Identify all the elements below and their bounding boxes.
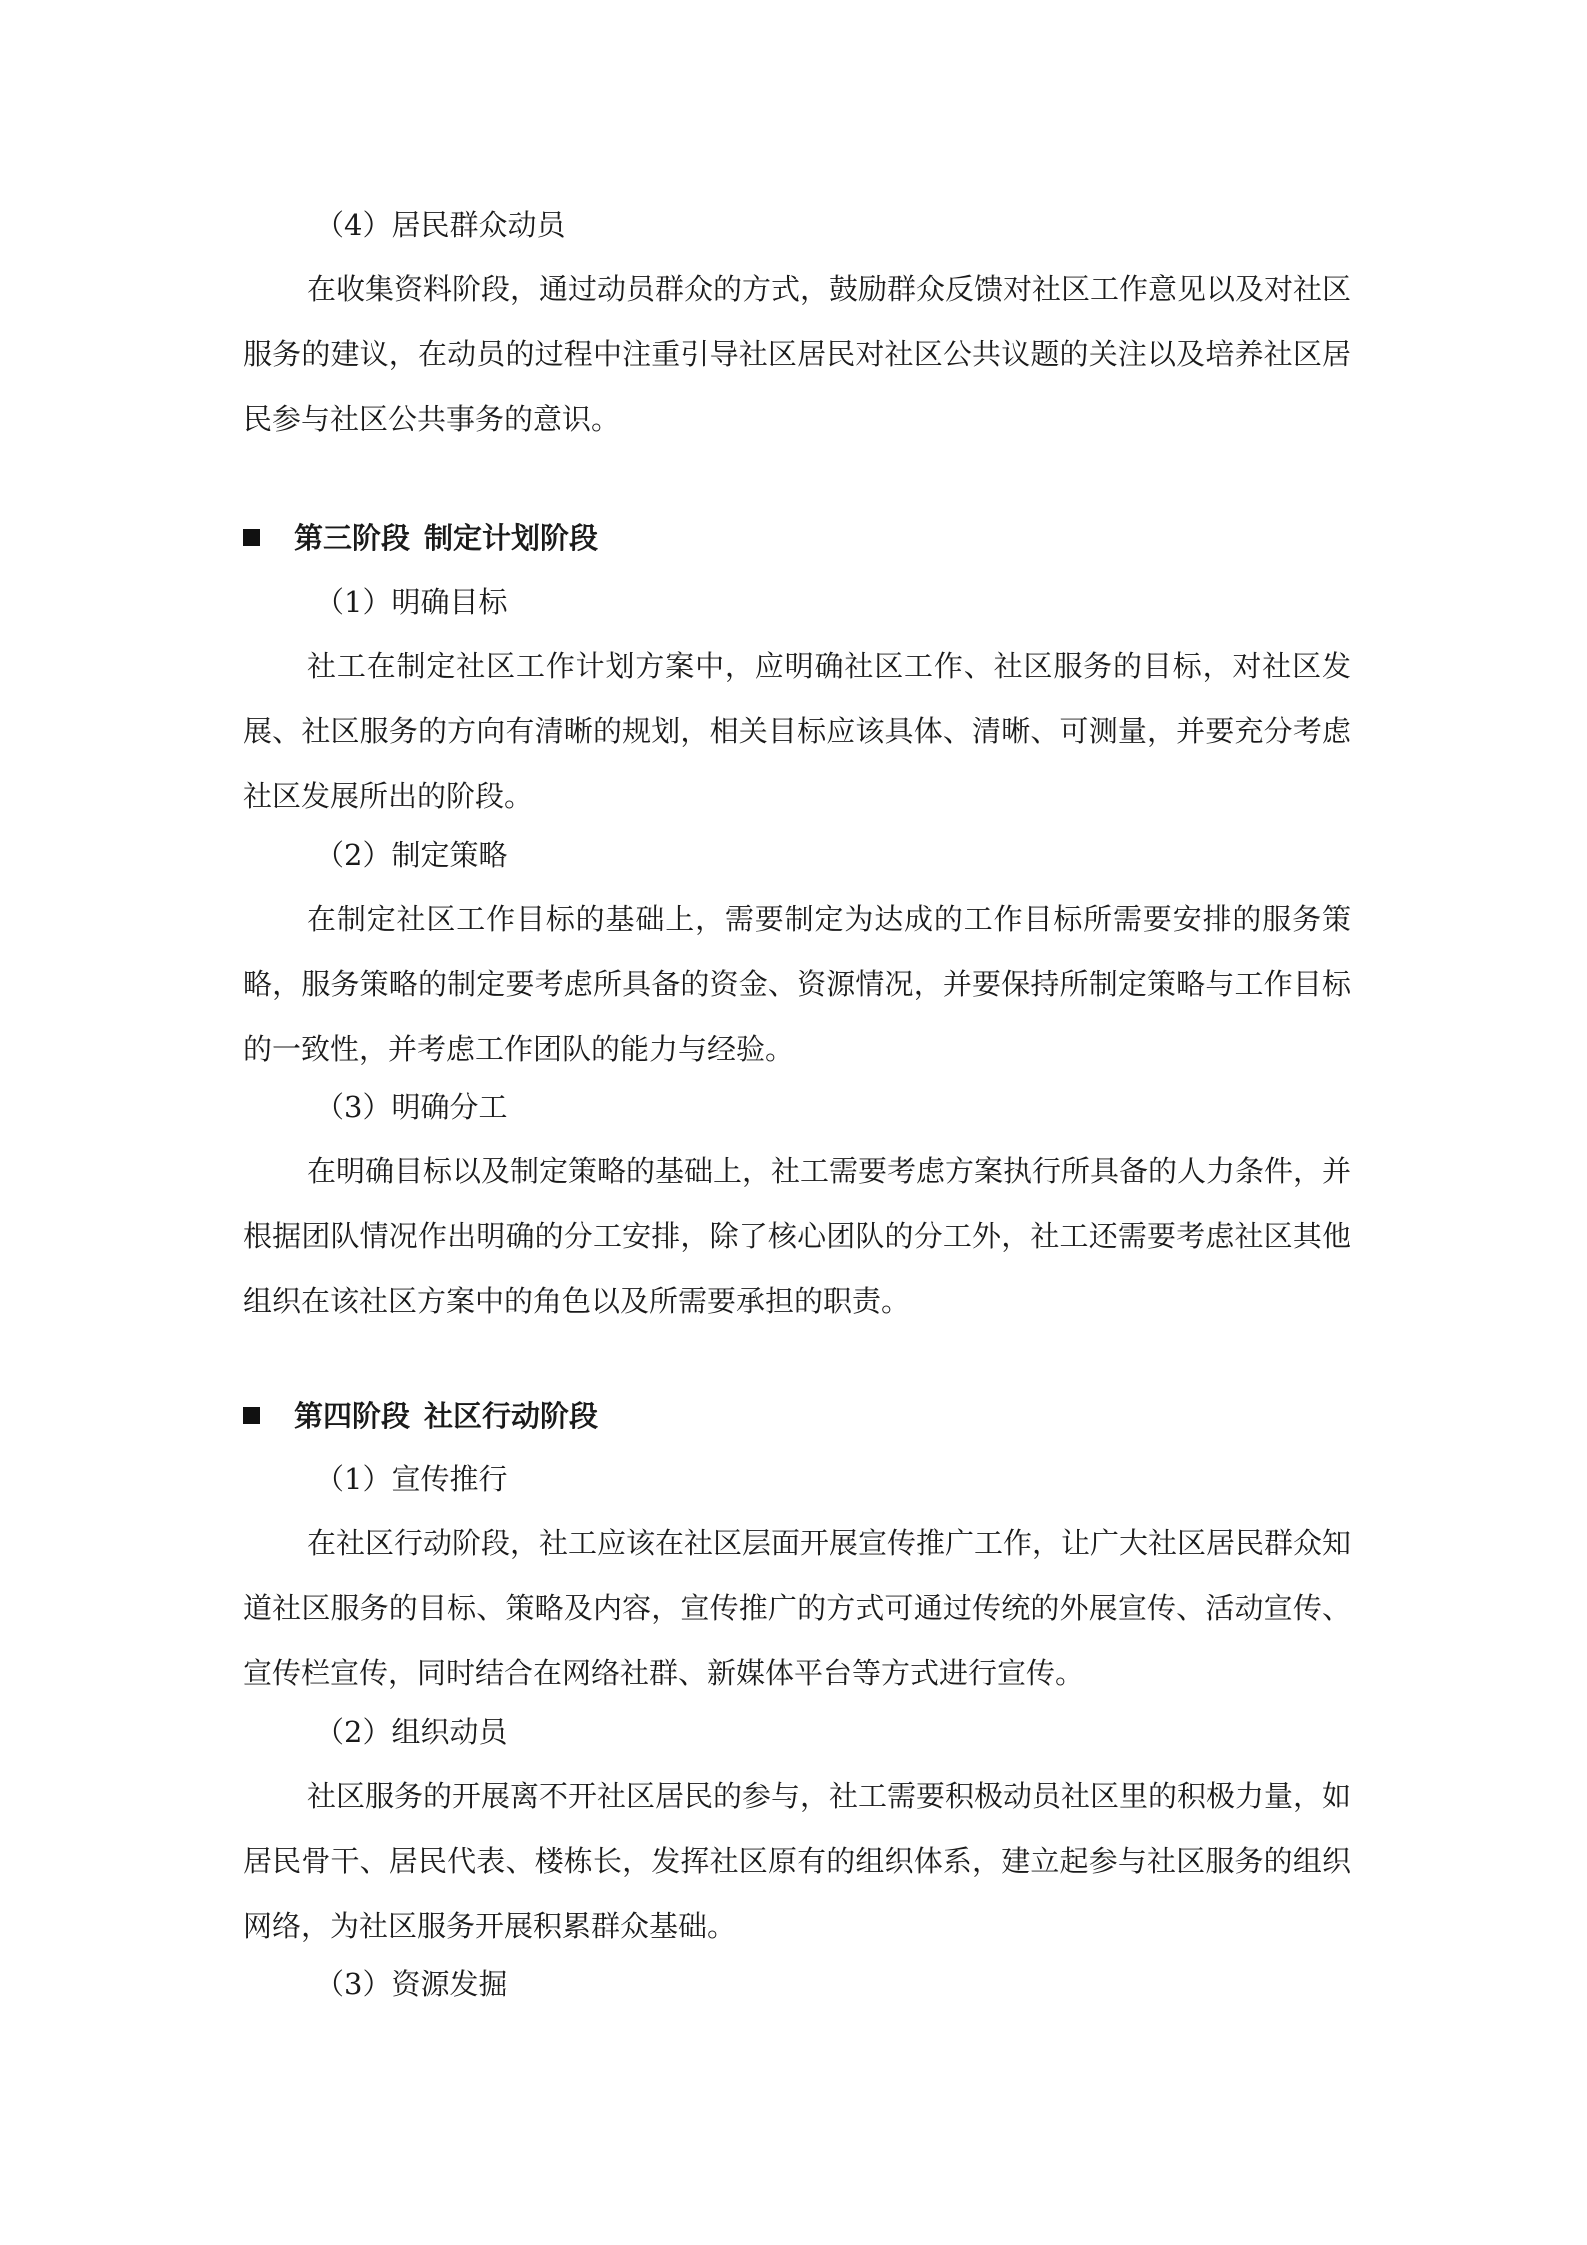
paragraph-clarify-goals: 社工在制定社区工作计划方案中，应明确社区工作、社区服务的目标，对社区发展、社区服务的方向有清晰的规划，相关目标应该具体、清晰、可测量，并要充分考虑社区发展所出的阶段。: [243, 649, 1351, 813]
stage4-name: 社区行动阶段: [424, 1399, 599, 1433]
subsection-title-division-of-labor: （3）明确分工: [315, 1090, 508, 1124]
subsection-title-publicity: （1）宣传推行: [315, 1462, 508, 1496]
square-bullet-icon: [243, 529, 260, 546]
paragraph-division-of-labor: 在明确目标以及制定策略的基础上，社工需要考虑方案执行所具备的人力条件，并根据团队情况作出明确的分工安排，除了核心团队的分工外，社工还需要考虑社区其他组织在该社区方案中的角色以及所需要承担的职责。: [243, 1154, 1352, 1318]
subsection-title-clarify-goals: （1）明确目标: [315, 585, 508, 619]
subsection-title-resource-discovery: （3）资源发掘: [315, 1967, 508, 2001]
section-heading-stage3: [243, 506, 1343, 570]
subsection-title-resident-mobilization: （4）居民群众动员: [315, 208, 566, 242]
subsection-title-organize-mobilize: （2）组织动员: [315, 1715, 508, 1749]
stage3-name: 制定计划阶段: [424, 521, 599, 555]
paragraph-make-strategy: 在制定社区工作目标的基础上，需要制定为达成的工作目标所需要安排的服务策略，服务策略的制定要考虑所具备的资金、资源情况，并要保持所制定策略与工作目标的一致性，并考虑工作团队的能力与经验。: [243, 902, 1351, 1066]
paragraph-publicity: 在社区行动阶段，社工应该在社区层面开展宣传推广工作，让广大社区居民群众知道社区服务的目标、策略及内容，宣传推广的方式可通过传统的外展宣传、活动宣传、宣传栏宣传，同时结合在网络社群、新媒体平台等方式进行宣传。: [243, 1526, 1352, 1690]
subsection-title-make-strategy: （2）制定策略: [315, 838, 508, 872]
square-bullet-icon: [243, 1407, 260, 1424]
paragraph-organize-mobilize: 社区服务的开展离不开社区居民的参与，社工需要积极动员社区里的积极力量，如居民骨干、居民代表、楼栋长，发挥社区原有的组织体系，建立起参与社区服务的组织网络，为社区服务开展积累群众基础。: [243, 1779, 1352, 1943]
paragraph-resident-mobilization: 在收集资料阶段，通过动员群众的方式，鼓励群众反馈对社区工作意见以及对社区服务的建议，在动员的过程中注重引导社区居民对社区公共议题的关注以及培养社区居民参与社区公共事务的意识。: [243, 272, 1352, 436]
stage4-label: 第四阶段: [294, 1399, 411, 1433]
section-heading-stage4: [243, 1384, 1343, 1448]
stage3-label: 第三阶段: [294, 521, 411, 555]
